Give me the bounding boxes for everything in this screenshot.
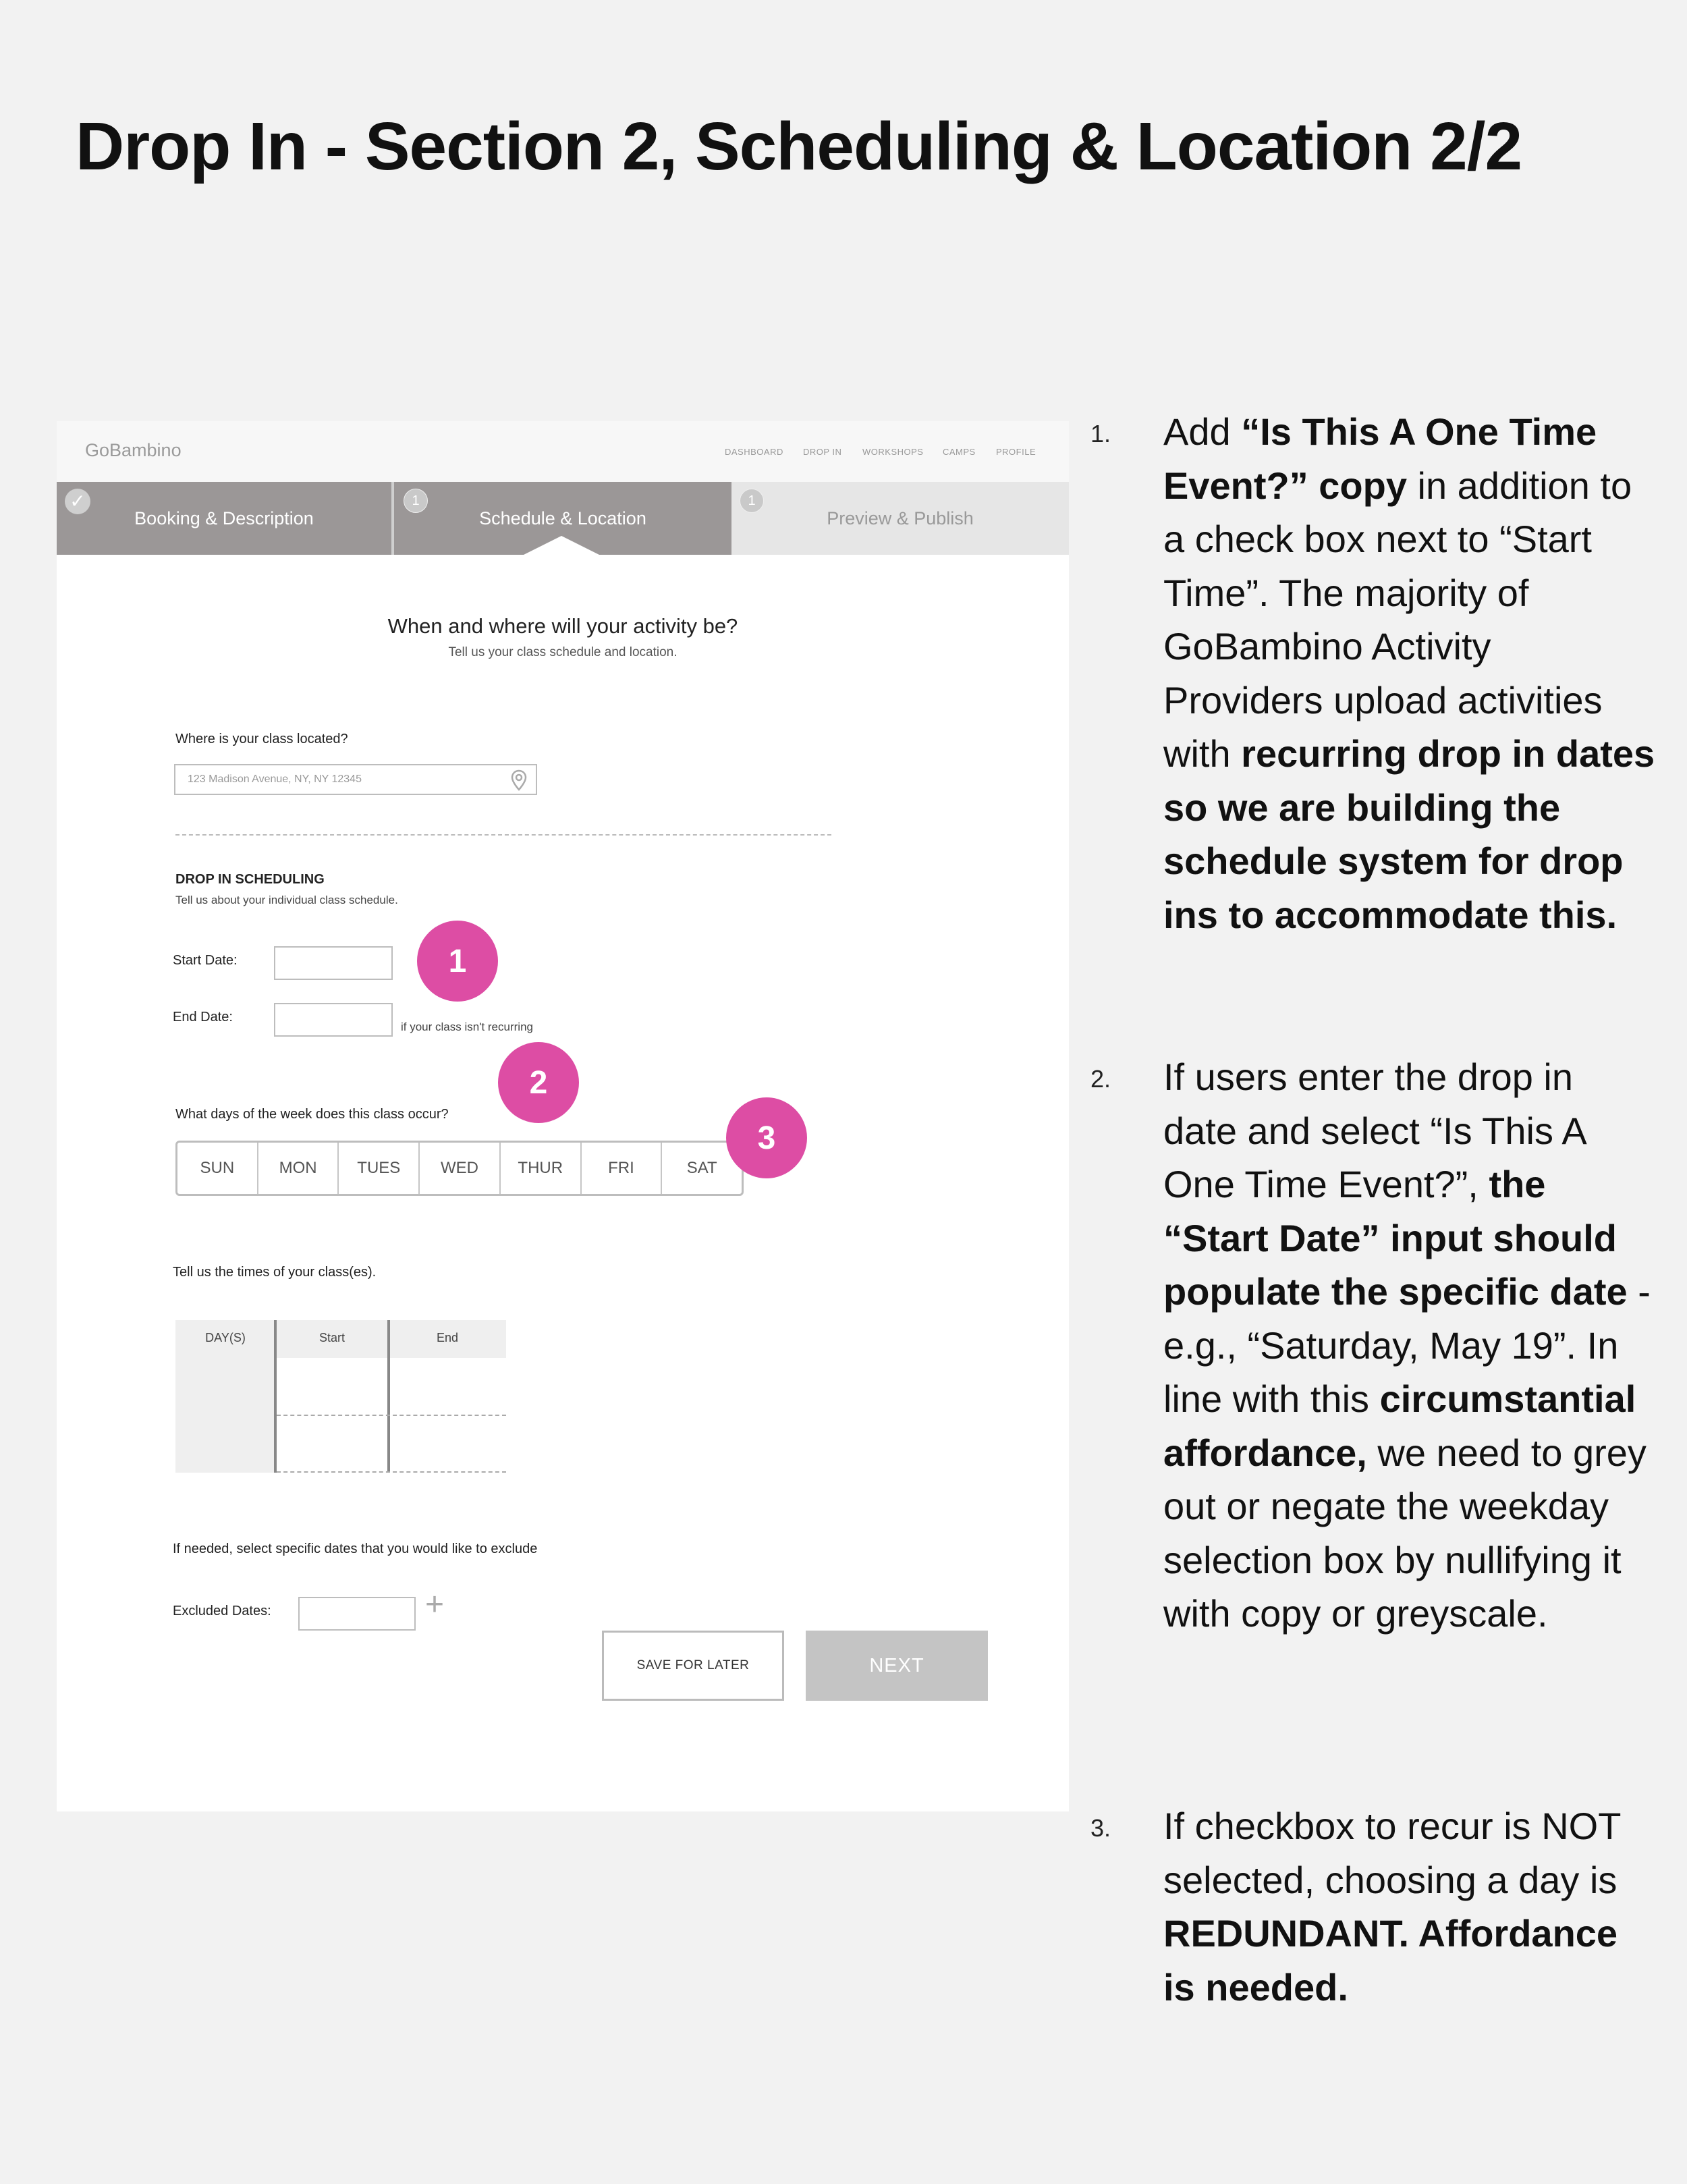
annotation-number: 2.: [1090, 1065, 1111, 1093]
brand-logo[interactable]: GoBambino: [85, 440, 182, 460]
row-divider: [277, 1471, 506, 1473]
location-value: 123 Madison Avenue, NY, NY 12345: [188, 773, 362, 785]
end-time-cell[interactable]: [391, 1417, 505, 1470]
step-label: Schedule & Location: [479, 508, 646, 528]
annotation-number: 3.: [1090, 1814, 1111, 1842]
step-label: Preview & Publish: [827, 508, 974, 528]
annotation-badge-3: 3: [726, 1097, 807, 1178]
annotation-text: Add “Is This A One Time Event?” copy in addition to a check box next to “Start Time”. The majority of GoBambino Activity Providers upload activities with recurring drop in dates so we are building the schedule system for drop ins to accommodate this.: [1163, 410, 1655, 936]
end-date-input[interactable]: [274, 1003, 393, 1037]
nav-workshops[interactable]: WORKSHOPS: [862, 447, 924, 457]
annotation-text: If users enter the drop in date and select “Is This A One Time Event?”, the “Start Date” input should populate the specific date - e.g., “Saturday, May 19”. In line with this circumstantial affordance, we need to grey out or negate the weekday selection box by nullifying it with copy or greyscale.: [1163, 1056, 1651, 1635]
end-header: End: [436, 1331, 459, 1344]
days-question: What days of the week does this class occur?: [175, 1107, 449, 1122]
start-date-input[interactable]: [274, 946, 393, 980]
column-divider: [387, 1320, 390, 1473]
location-input[interactable]: [174, 764, 537, 795]
map-pin-icon[interactable]: [510, 769, 528, 791]
section-divider: [175, 834, 831, 836]
weekday-selector: [175, 1141, 744, 1196]
start-time-cell[interactable]: [278, 1361, 386, 1413]
step-preview-publish[interactable]: [731, 482, 1069, 555]
days-header: DAY(S): [205, 1331, 246, 1344]
day-tues[interactable]: TUES: [339, 1143, 420, 1194]
row-divider: [277, 1415, 506, 1416]
step-booking-description[interactable]: [57, 482, 391, 555]
start-time-cell[interactable]: [278, 1417, 386, 1470]
nav-camps[interactable]: CAMPS: [943, 447, 976, 457]
start-header: Start: [319, 1331, 345, 1344]
annotation-note-2: [1090, 1050, 1651, 1752]
day-sat[interactable]: SAT: [686, 1159, 717, 1177]
form-title: When and where will your activity be?: [387, 614, 738, 638]
day-sun[interactable]: SUN: [177, 1143, 258, 1194]
scheduling-heading: DROP IN SCHEDULING: [175, 872, 325, 887]
excluded-dates-input[interactable]: [298, 1597, 416, 1631]
end-date-label: End Date:: [173, 1010, 233, 1025]
nav-profile[interactable]: PROFILE: [996, 447, 1036, 457]
annotation-note-1: [1090, 405, 1655, 985]
wireframe-screen: [57, 421, 1069, 1811]
save-for-later-button[interactable]: SAVE FOR LATER: [602, 1631, 784, 1701]
end-date-hint: if your class isn't recurring: [401, 1020, 533, 1033]
end-time-cell[interactable]: [391, 1361, 505, 1413]
annotation-text: If checkbox to recur is NOT selected, choosing a day is REDUNDANT. Affordance is needed.: [1163, 1805, 1621, 2009]
checkmark-icon: ✓: [65, 489, 90, 514]
scheduling-subtitle: Tell us about your individual class schedule.: [175, 894, 398, 906]
column-divider: [274, 1320, 277, 1473]
day-wed[interactable]: WED: [420, 1143, 501, 1194]
form-subtitle: Tell us your class schedule and location.: [448, 645, 677, 659]
start-date-label: Start Date:: [173, 953, 238, 968]
excluded-dates-label: Excluded Dates:: [173, 1604, 271, 1618]
step-number-badge: 1: [404, 489, 428, 513]
nav-dashboard[interactable]: DASHBOARD: [725, 447, 783, 457]
add-date-icon[interactable]: +: [425, 1587, 445, 1622]
active-step-indicator: [524, 536, 599, 555]
next-button[interactable]: NEXT: [806, 1631, 988, 1701]
top-navigation: [57, 421, 1069, 482]
step-label: Booking & Description: [134, 508, 314, 528]
annotation-note-3: [1090, 1799, 1644, 2069]
location-label: Where is your class located?: [175, 732, 348, 746]
day-mon[interactable]: MON: [258, 1143, 339, 1194]
step-number-badge: 1: [740, 489, 764, 513]
day-fri[interactable]: FRI: [582, 1143, 663, 1194]
class-times-table: [175, 1320, 506, 1473]
annotation-badge-1: 1: [417, 921, 498, 1002]
annotation-badge-2: 2: [498, 1042, 579, 1123]
nav-drop-in[interactable]: DROP IN: [803, 447, 842, 457]
day-thur[interactable]: THUR: [501, 1143, 582, 1194]
annotation-number: 1.: [1090, 420, 1111, 447]
page-title: Drop In - Section 2, Scheduling & Location 2/2: [76, 109, 1522, 184]
times-label: Tell us the times of your class(es).: [173, 1265, 377, 1280]
exclude-label: If needed, select specific dates that you would like to exclude: [173, 1541, 538, 1556]
progress-steps: [57, 482, 1069, 555]
